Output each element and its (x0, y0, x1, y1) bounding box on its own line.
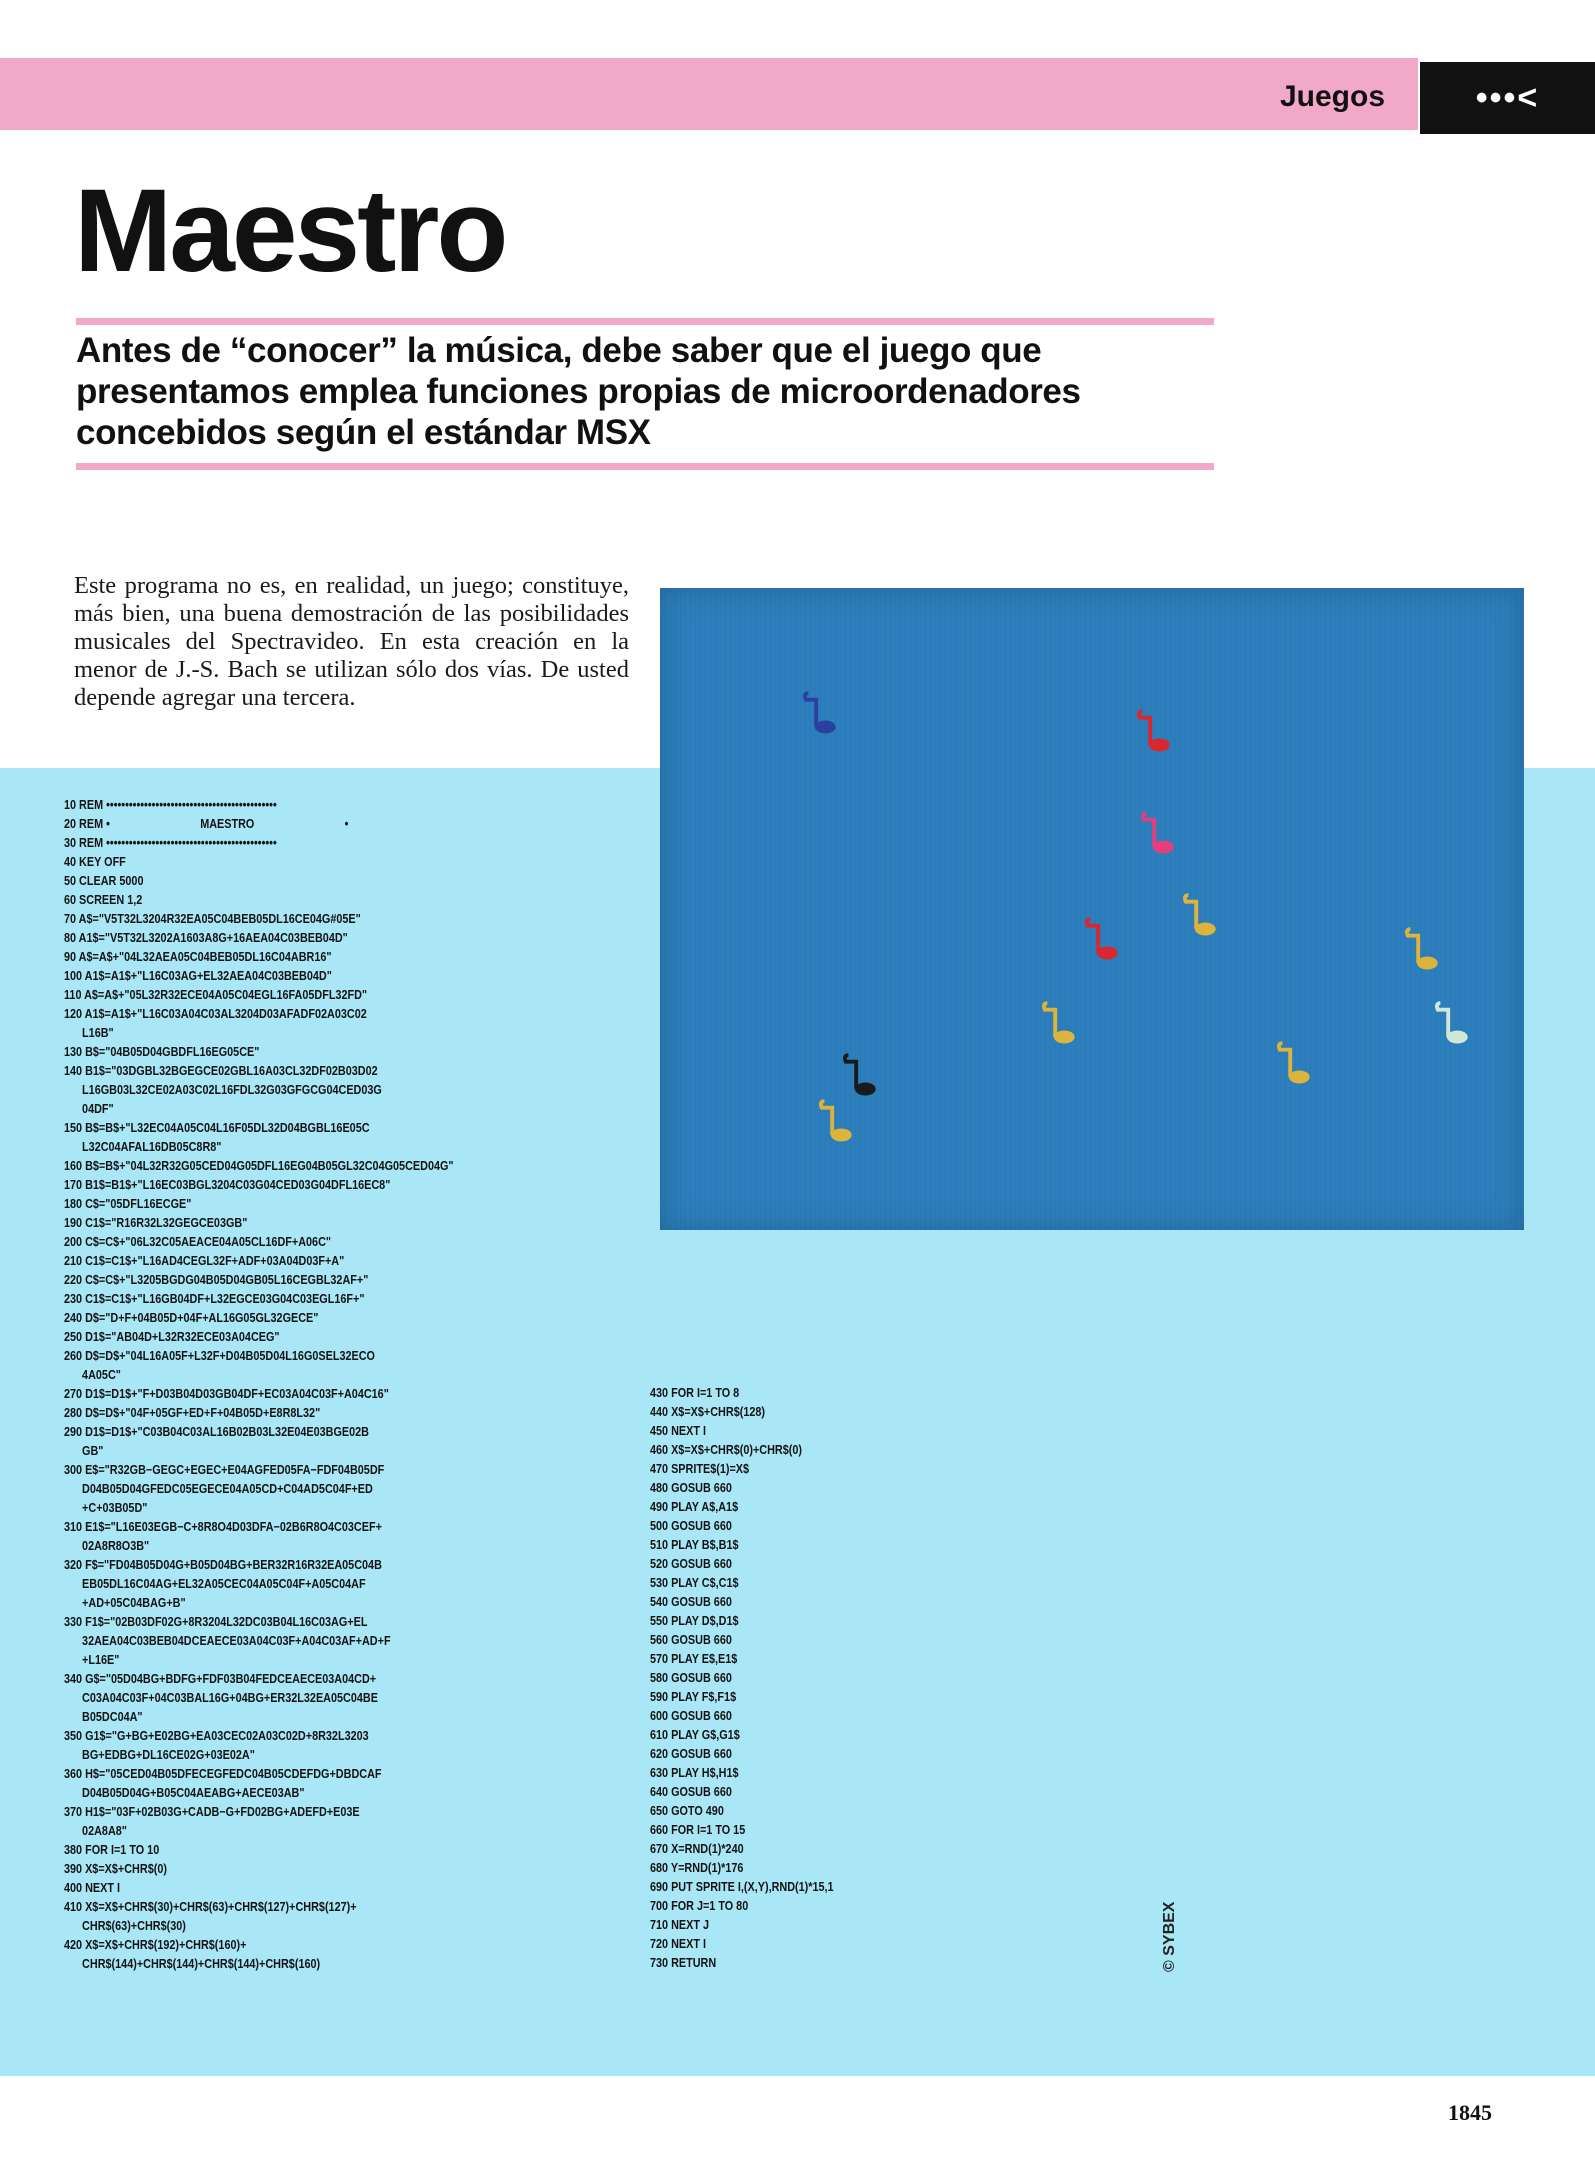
credit: © SYBEX (1161, 1901, 1178, 1972)
code-line: 02A8R8O3B" (64, 1539, 150, 1553)
music-note-sprite (838, 1050, 890, 1102)
code-line: 4A05C" (64, 1368, 121, 1382)
code-line: 32AEA04C03BEB04DCEAECE03A04C03F+A04C03AF+AD+F (64, 1634, 391, 1648)
code-line: 130 B$="04B05D04GBDFL16EG05CE" (64, 1045, 260, 1059)
code-line: 670 X=RND(1)*240 (650, 1842, 744, 1856)
code-line: 90 A$=A$+"04L32AEA05C04BEB05DL16C04ABR16" (64, 950, 332, 964)
code-line: 630 PLAY H$,H1$ (650, 1766, 739, 1780)
code-line: 230 C1$=C1$+"L16GB04DF+L32EGCE03G04C03EGL16F+" (64, 1292, 365, 1306)
code-line: 650 GOTO 490 (650, 1804, 724, 1818)
code-line: 220 C$=C$+"L3205BGDG04B05D04GB05L16CEGBL32AF+" (64, 1273, 369, 1287)
code-line: GB" (64, 1444, 104, 1458)
code-line: CHR$(144)+CHR$(144)+CHR$(144)+CHR$(160) (64, 1957, 321, 1971)
lead-rule-top (76, 318, 1214, 325)
music-note-sprite (1178, 890, 1230, 942)
code-line: EB05DL16C04AG+EL32A05CEC04A05C04F+A05C04AF (64, 1577, 366, 1591)
code-line: 420 X$=X$+CHR$(192)+CHR$(160)+ (64, 1938, 247, 1952)
code-line: 100 A1$=A1$+"L16C03AG+EL32AEA04C03BEB04D" (64, 969, 332, 983)
code-line: L32C04AFAL16DB05C8R8" (64, 1140, 222, 1154)
music-note-sprite (798, 688, 850, 740)
program-screenshot (660, 588, 1524, 1230)
music-note-sprite (1272, 1038, 1324, 1090)
code-line: C03A04C03F+04C03BAL16G+04BG+ER32L32EA05C04BE (64, 1691, 378, 1705)
code-line: 580 GOSUB 660 (650, 1671, 732, 1685)
code-line: 640 GOSUB 660 (650, 1785, 732, 1799)
code-line: 720 NEXT I (650, 1937, 706, 1951)
code-line: 280 D$=D$+"04F+05GF+ED+F+04B05D+E8R8L32" (64, 1406, 321, 1420)
code-line: 680 Y=RND(1)*176 (650, 1861, 744, 1875)
code-line: 540 GOSUB 660 (650, 1595, 732, 1609)
article-title: Maestro (74, 165, 506, 297)
code-line: 320 F$="FD04B05D04G+B05D04BG+BER32R16R32EA05C04B (64, 1558, 382, 1572)
code-line: 620 GOSUB 660 (650, 1747, 732, 1761)
code-line: 30 REM ••••••••••••••••••••••••••••••••••••••••••••• (64, 836, 277, 850)
code-line: 60 SCREEN 1,2 (64, 893, 143, 907)
code-line: 300 E$="R32GB−GEGC+EGEC+E04AGFED05FA−FDF04B05DF (64, 1463, 385, 1477)
code-line: 500 GOSUB 660 (650, 1519, 732, 1533)
music-note-sprite (814, 1096, 866, 1148)
section-label: Juegos (1279, 80, 1385, 113)
code-line: 120 A1$=A1$+"L16C03A04C03AL3204D03AFADF02A03C02 (64, 1007, 367, 1021)
code-line: 480 GOSUB 660 (650, 1481, 732, 1495)
code-line: 80 A1$="V5T32L3202A1603A8G+16AEA04C03BEB04D" (64, 931, 348, 945)
code-line: 290 D1$=D1$+"C03B04C03AL16B02B03L32E04E03BGE02B (64, 1425, 369, 1439)
code-line: 430 FOR I=1 TO 8 (650, 1386, 740, 1400)
code-line: 700 FOR J=1 TO 80 (650, 1899, 749, 1913)
code-line: 250 D1$="AB04D+L32R32ECE03A04CEG" (64, 1330, 280, 1344)
code-line: 170 B1$=B1$+"L16EC03BGL3204C03G04CED03G04DFL16EC8" (64, 1178, 391, 1192)
code-line: 590 PLAY F$,F1$ (650, 1690, 737, 1704)
code-line: 450 NEXT I (650, 1424, 706, 1438)
code-line: 550 PLAY D$,D1$ (650, 1614, 739, 1628)
code-line: 180 C$="05DFL16ECGE" (64, 1197, 192, 1211)
code-line: 160 B$=B$+"04L32R32G05CED04G05DFL16EG04B05GL32C04G05CED04G" (64, 1159, 454, 1173)
code-line: 390 X$=X$+CHR$(0) (64, 1862, 167, 1876)
code-line: 730 RETURN (650, 1956, 717, 1970)
basic-listing-left (64, 796, 454, 1974)
lead-rule-bottom (76, 463, 1214, 470)
article-intro: Este programa no es, en realidad, un juego; constituye, más bien, una buena demostración de las posibilidades musicales del Spectravideo. En esta creación en la menor de J.-S. Bach se utilizan sólo dos vías. De usted depende agregar una tercera. (74, 572, 629, 711)
code-line: 210 C1$=C1$+"L16AD4CEGL32F+ADF+03A04D03F+A" (64, 1254, 345, 1268)
code-line: L16B" (64, 1026, 114, 1040)
code-line: L16GB03L32CE02A03C02L16FDL32G03GFGCG04CED03G (64, 1083, 382, 1097)
code-line: D04B05D04GFEDC05EGECE04A05CD+C04AD5C04F+ED (64, 1482, 373, 1496)
code-line: 370 H1$="03F+02B03G+CADB−G+FD02BG+ADEFD+E03E (64, 1805, 360, 1819)
code-line: 40 KEY OFF (64, 855, 126, 869)
music-note-sprite (1080, 914, 1132, 966)
code-line: 560 GOSUB 660 (650, 1633, 732, 1647)
music-note-sprite (1400, 924, 1452, 976)
code-line: B05DC04A" (64, 1710, 143, 1724)
code-line: 20 REM • MAESTRO • (64, 817, 349, 831)
code-line: CHR$(63)+CHR$(30) (64, 1919, 186, 1933)
music-note-sprite (1132, 706, 1184, 758)
code-line: 520 GOSUB 660 (650, 1557, 732, 1571)
code-line: 490 PLAY A$,A1$ (650, 1500, 739, 1514)
code-line: 440 X$=X$+CHR$(128) (650, 1405, 765, 1419)
code-line: 530 PLAY C$,C1$ (650, 1576, 739, 1590)
code-line: 710 NEXT J (650, 1918, 710, 1932)
basic-listing-right (650, 1384, 834, 1973)
code-line: 460 X$=X$+CHR$(0)+CHR$(0) (650, 1443, 803, 1457)
code-line: 340 G$="05D04BG+BDFG+FDF03B04FEDCEAECE03A04CD+ (64, 1672, 377, 1686)
code-line: 70 A$="V5T32L3204R32EA05C04BEB05DL16CE04G#05E" (64, 912, 361, 926)
code-line: 260 D$=D$+"04L16A05F+L32F+D04B05D04L16G0SEL32ECO (64, 1349, 375, 1363)
code-line: 150 B$=B$+"L32EC04A05C04L16F05DL32D04BGBL16E05C (64, 1121, 370, 1135)
music-note-sprite (1136, 808, 1188, 860)
code-line: 600 GOSUB 660 (650, 1709, 732, 1723)
page-number: 1845 (1448, 2100, 1492, 2125)
code-line: 240 D$="D+F+04B05D+04F+AL16G05GL32GECE" (64, 1311, 319, 1325)
code-line: 110 A$=A$+"05L32R32ECE04A05C04EGL16FA05DFL32FD" (64, 988, 368, 1002)
code-line: 190 C1$="R16R32L32GEGCE03GB" (64, 1216, 248, 1230)
code-line: 350 G1$="G+BG+E02BG+EA03CEC02A03C02D+8R32L3203 (64, 1729, 369, 1743)
code-line: 330 F1$="02B03DF02G+8R3204L32DC03B04L16C03AG+EL (64, 1615, 368, 1629)
code-line: 50 CLEAR 5000 (64, 874, 144, 888)
code-line: D04B05D04G+B05C04AEABG+AECE03AB" (64, 1786, 305, 1800)
code-line: 270 D1$=D1$+"F+D03B04D03GB04DF+EC03A04C03F+A04C16" (64, 1387, 389, 1401)
code-line: BG+EDBG+DL16CE02G+03E02A" (64, 1748, 255, 1762)
music-note-sprite (1430, 998, 1482, 1050)
code-line: +L16E" (64, 1653, 120, 1667)
code-line: 310 E1$="L16E03EGB−C+8R8O4D03DFA−02B6R8O4C03CEF+ (64, 1520, 382, 1534)
code-line: 570 PLAY E$,E1$ (650, 1652, 738, 1666)
code-line: 380 FOR I=1 TO 10 (64, 1843, 160, 1857)
code-line: 410 X$=X$+CHR$(30)+CHR$(63)+CHR$(127)+CHR$(127)+ (64, 1900, 357, 1914)
code-line: 360 H$="05CED04B05DFECEGFEDC04B05CDEFDG+DBDCAF (64, 1767, 382, 1781)
code-line: 690 PUT SPRITE I,(X,Y),RND(1)*15,1 (650, 1880, 834, 1894)
header-band (0, 58, 1418, 130)
music-note-sprite (1037, 998, 1089, 1050)
code-line: 660 FOR I=1 TO 15 (650, 1823, 746, 1837)
code-line: 400 NEXT I (64, 1881, 120, 1895)
code-line: 140 B1$="03DGBL32BGEGCE02GBL16A03CL32DF02B03D02 (64, 1064, 378, 1078)
code-line: 510 PLAY B$,B1$ (650, 1538, 739, 1552)
code-line: 200 C$=C$+"06L32C05AEACE04A05CL16DF+A06C" (64, 1235, 332, 1249)
code-line: 470 SPRITE$(1)=X$ (650, 1462, 750, 1476)
code-line: 10 REM ••••••••••••••••••••••••••••••••••••••••••••• (64, 798, 277, 812)
code-line: +C+03B05D" (64, 1501, 148, 1515)
code-line: +AD+05C04BAG+B" (64, 1596, 186, 1610)
article-lead: Antes de “conocer” la música, debe saber que el juego que presentamos emplea funciones propias de microordenadores concebidos según el estándar MSX (76, 331, 1081, 452)
code-line: 04DF" (64, 1102, 114, 1116)
section-badge: •••< (1420, 62, 1595, 134)
code-line: 610 PLAY G$,G1$ (650, 1728, 740, 1742)
code-line: 02A8A8" (64, 1824, 127, 1838)
